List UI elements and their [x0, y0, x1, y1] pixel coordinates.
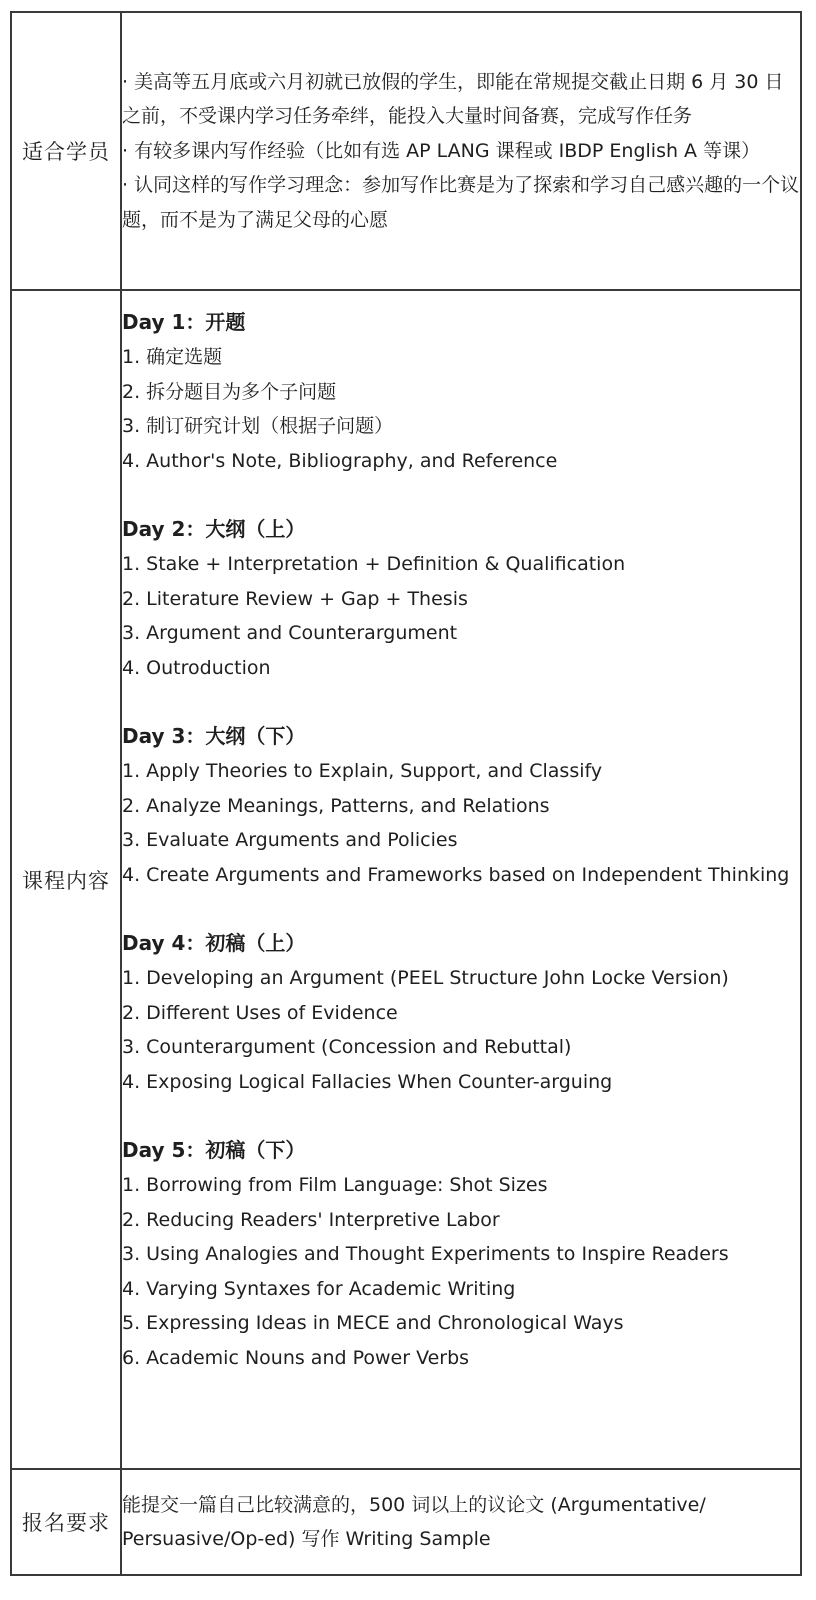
day-title: Day 5：初稿（下）: [122, 1138, 306, 1162]
day-title: Day 3：大纲（下）: [122, 724, 306, 748]
list-item: 1. 确定选题: [122, 346, 223, 368]
list-item: 2. 拆分题目为多个子问题: [122, 380, 337, 403]
day-block-2: [122, 512, 800, 685]
day-block-3: [122, 719, 800, 892]
list-item: 4. Varying Syntaxes for Academic Writing: [122, 1277, 516, 1300]
list-item: 5. Expressing Ideas in MECE and Chronological Ways: [122, 1312, 624, 1334]
table-row-suitable-students: [11, 12, 801, 290]
suitable-students-bullet: · 认同这样的写作学习理念：参加写作比赛是为了探索和学习自己感兴趣的一个议题，而不是为了满足父母的心愿: [122, 174, 800, 231]
list-item: 3. Argument and Counterargument: [122, 622, 458, 644]
list-item: 2. Different Uses of Evidence: [122, 1001, 398, 1024]
list-item: 3. Counterargument (Concession and Rebuttal): [122, 1036, 572, 1058]
suitable-students-bullet: · 有较多课内写作经验（比如有选 AP LANG 课程或 IBDP English A 等课）: [122, 139, 761, 162]
suitable-students-content: [121, 12, 801, 290]
course-content-cell: [121, 290, 801, 1469]
day-title: Day 4：初稿（上）: [122, 931, 306, 955]
row-label-suitable-students: 适合学员: [11, 12, 121, 290]
day-title: Day 2：大纲（上）: [122, 517, 306, 541]
enrollment-requirements-content: [121, 1469, 801, 1575]
day-block-1: [122, 305, 800, 478]
day-block-4: [122, 926, 800, 1099]
list-item: 2. Reducing Readers' Interpretive Labor: [122, 1208, 500, 1231]
course-info-table: [10, 11, 802, 1576]
list-item: 2. Analyze Meanings, Patterns, and Relations: [122, 794, 550, 817]
syllabus: [122, 291, 800, 1375]
list-item: 4. Create Arguments and Frameworks based on Independent Thinking: [122, 863, 790, 886]
list-item: 1. Developing an Argument (PEEL Structure John Locke Version): [122, 967, 729, 989]
list-item: 1. Stake + Interpretation + Definition & Qualification: [122, 553, 626, 575]
requirement-text: 能提交一篇自己比较满意的，500 词以上的议论文 (Argumentative/ Persuasive/Op-ed) 写作 Writing Sample: [122, 1493, 706, 1550]
list-item: 1. Borrowing from Film Language: Shot Sizes: [122, 1174, 548, 1196]
list-item: 4. Exposing Logical Fallacies When Counter-arguing: [122, 1070, 613, 1093]
table-row-course-content: [11, 290, 801, 1469]
row-label-course-content: 课程内容: [11, 290, 121, 1469]
list-item: 2. Literature Review + Gap + Thesis: [122, 587, 468, 610]
list-item: 3. 制订研究计划（根据子问题）: [122, 415, 394, 437]
list-item: 3. Using Analogies and Thought Experiments to Inspire Readers: [122, 1243, 729, 1265]
list-item: 4. Author's Note, Bibliography, and Reference: [122, 449, 558, 472]
day-title: Day 1：开题: [122, 310, 246, 334]
suitable-students-bullet: · 美高等五月底或六月初就已放假的学生，即能在常规提交截止日期 6 月 30 日之前，不受课内学习任务牵绊，能投入大量时间备赛，完成写作任务: [122, 70, 784, 128]
list-item: 3. Evaluate Arguments and Policies: [122, 829, 458, 851]
list-item: 4. Outroduction: [122, 656, 271, 679]
table-row-enrollment-requirements: [11, 1469, 801, 1575]
row-label-enrollment-requirements: 报名要求: [11, 1469, 121, 1575]
day-block-5: [122, 1133, 800, 1375]
list-item: 1. Apply Theories to Explain, Support, and Classify: [122, 760, 603, 782]
list-item: 6. Academic Nouns and Power Verbs: [122, 1346, 470, 1369]
